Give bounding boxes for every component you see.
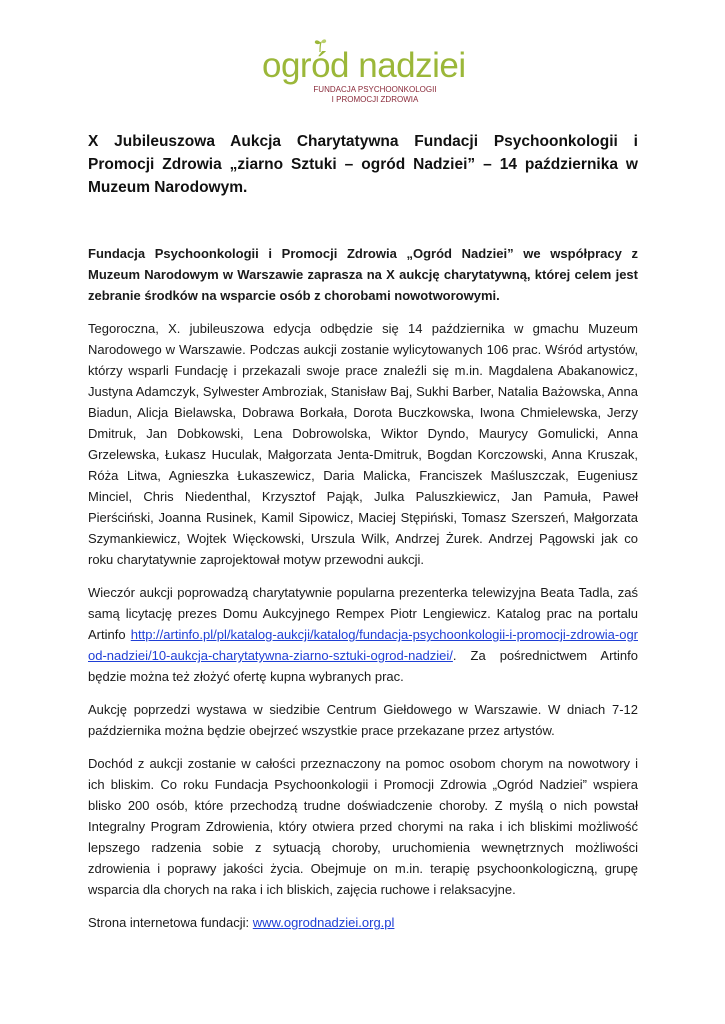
website-link[interactable]: www.ogrodnadziei.org.pl — [252, 915, 395, 930]
paragraph-exhibition: Aukcję poprzedzi wystawa w siedzibie Centrum Giełdowego w Warszawie. W dniach 7-12 października można będzie obejrzeć wszystkie prace przekazane przez artystów. — [88, 702, 638, 738]
website-line — [88, 912, 638, 933]
logo-title: ogród nadziei — [262, 46, 466, 85]
lead-paragraph: Fundacja Psychoonkologii i Promocji Zdrowia „Ogród Nadziei” we współpracy z Muzeum Narodowym w Warszawie zaprasza na X aukcję charytatywną, której celem jest zebranie środków na wsparcie osób z chorobami nowotworowymi. — [88, 246, 638, 303]
logo-subtitle — [302, 85, 448, 105]
website-label: Strona internetowa fundacji: — [88, 915, 253, 930]
catalog-text-before: Wieczór aukcji poprowadzą charytatywnie popularna prezenterka telewizyjna Beata Tadla, zaś samą licytację prezes Domu Aukcyjnego Rempex Piotr Lengiewicz. Katalog prac na portalu Artinfo — [88, 585, 638, 642]
logo-subtitle-line1: FUNDACJA PSYCHOONKOLOGII — [313, 85, 437, 94]
paragraph-catalog — [88, 582, 638, 687]
foundation-logo — [262, 30, 466, 110]
paragraph-proceeds: Dochód z aukcji zostanie w całości przeznaczony na pomoc osobom chorym na nowotwory i ich bliskim. Co roku Fundacja Psychoonkologii i Promocji Zdrowia „Ogród Nadziei” wspiera blisko 200 osób, które przechodzą trudne doświadczenie choroby. Z myślą o nich powstał Integralny Program Zdrowienia, który otwiera przed chorymi na raka i ich bliskimi możliwość lepszego radzenia sobie z sytuacją choroby, uruchomienia wewnętrznych możliwości zdrowienia i poprawy jakości życia. Obejmuje on m.in. terapię psychoonkologiczną, grupę wsparcia dla chorych na raka i ich bliskich, zajęcia ruchowe i relaksacyjne. — [88, 756, 638, 897]
catalog-text-after: . Za pośrednictwem Artinfo będzie można też złożyć ofertę kupna wybranych prac. — [88, 648, 638, 684]
artinfo-catalog-link[interactable]: http://artinfo.pl/pl/katalog-aukcji/katalog/fundacja-psychoonkologii-i-promocji-zdrowia-ogrod-nadziei/10-aukcja-charytatywna-ziarno-sztuki-ogrod-nadziei/ — [88, 627, 638, 663]
page-title: X Jubileuszowa Aukcja Charytatywna Fundacji Psychoonkologii i Promocji Zdrowia „ziarno Sztuki – ogród Nadziei” – 14 października w Muzeum Narodowym. — [88, 133, 638, 196]
logo-subtitle-line2: I PROMOCJI ZDROWIA — [331, 95, 419, 104]
press-release — [88, 130, 638, 933]
paragraph-artists: Tegoroczna, X. jubileuszowa edycja odbędzie się 14 października w gmachu Muzeum Narodowego w Warszawie. Podczas aukcji zostanie wylicytowanych 106 prac. Wśród artystów, którzy wsparli Fundację i przekazali swoje prace znaleźli się m.in. Magdalena Abakanowicz, Justyna Adamczyk, Sylwester Ambroziak, Stanisław Baj, Sukhi Barber, Natalia Bażowska, Anna Biadun, Alicja Bielawska, Dobrawa Borkała, Dorota Buczkowska, Iwona Chmielewska, Jerzy Dmitruk, Jan Dobkowski, Lena Dobrowolska, Wiktor Dyndo, Maurycy Gomulicki, Anna Grzelewska, Łukasz Huculak, Małgorzata Jenta-Dmitruk, Bogdan Korczowski, Anna Kruszak, Róża Litwa, Agnieszka Łukaszewicz, Daria Malicka, Franciszek Maśluszczak, Eugeniusz Minciel, Chris Niedenthal, Krzysztof Pająk, Julka Paluszkiewicz, Jan Pamuła, Paweł Pierściński, Joanna Rusinek, Kamil Sipowicz, Maciej Stępiński, Tomasz Szerszeń, Małgorzata Szymankiewicz, Wojtek Więckowski, Urszula Wilk, Andrzej Żurek. Andrzej Pągowski jak co roku charytatywnie zaprojektował motyw przewodni aukcji. — [88, 321, 638, 567]
